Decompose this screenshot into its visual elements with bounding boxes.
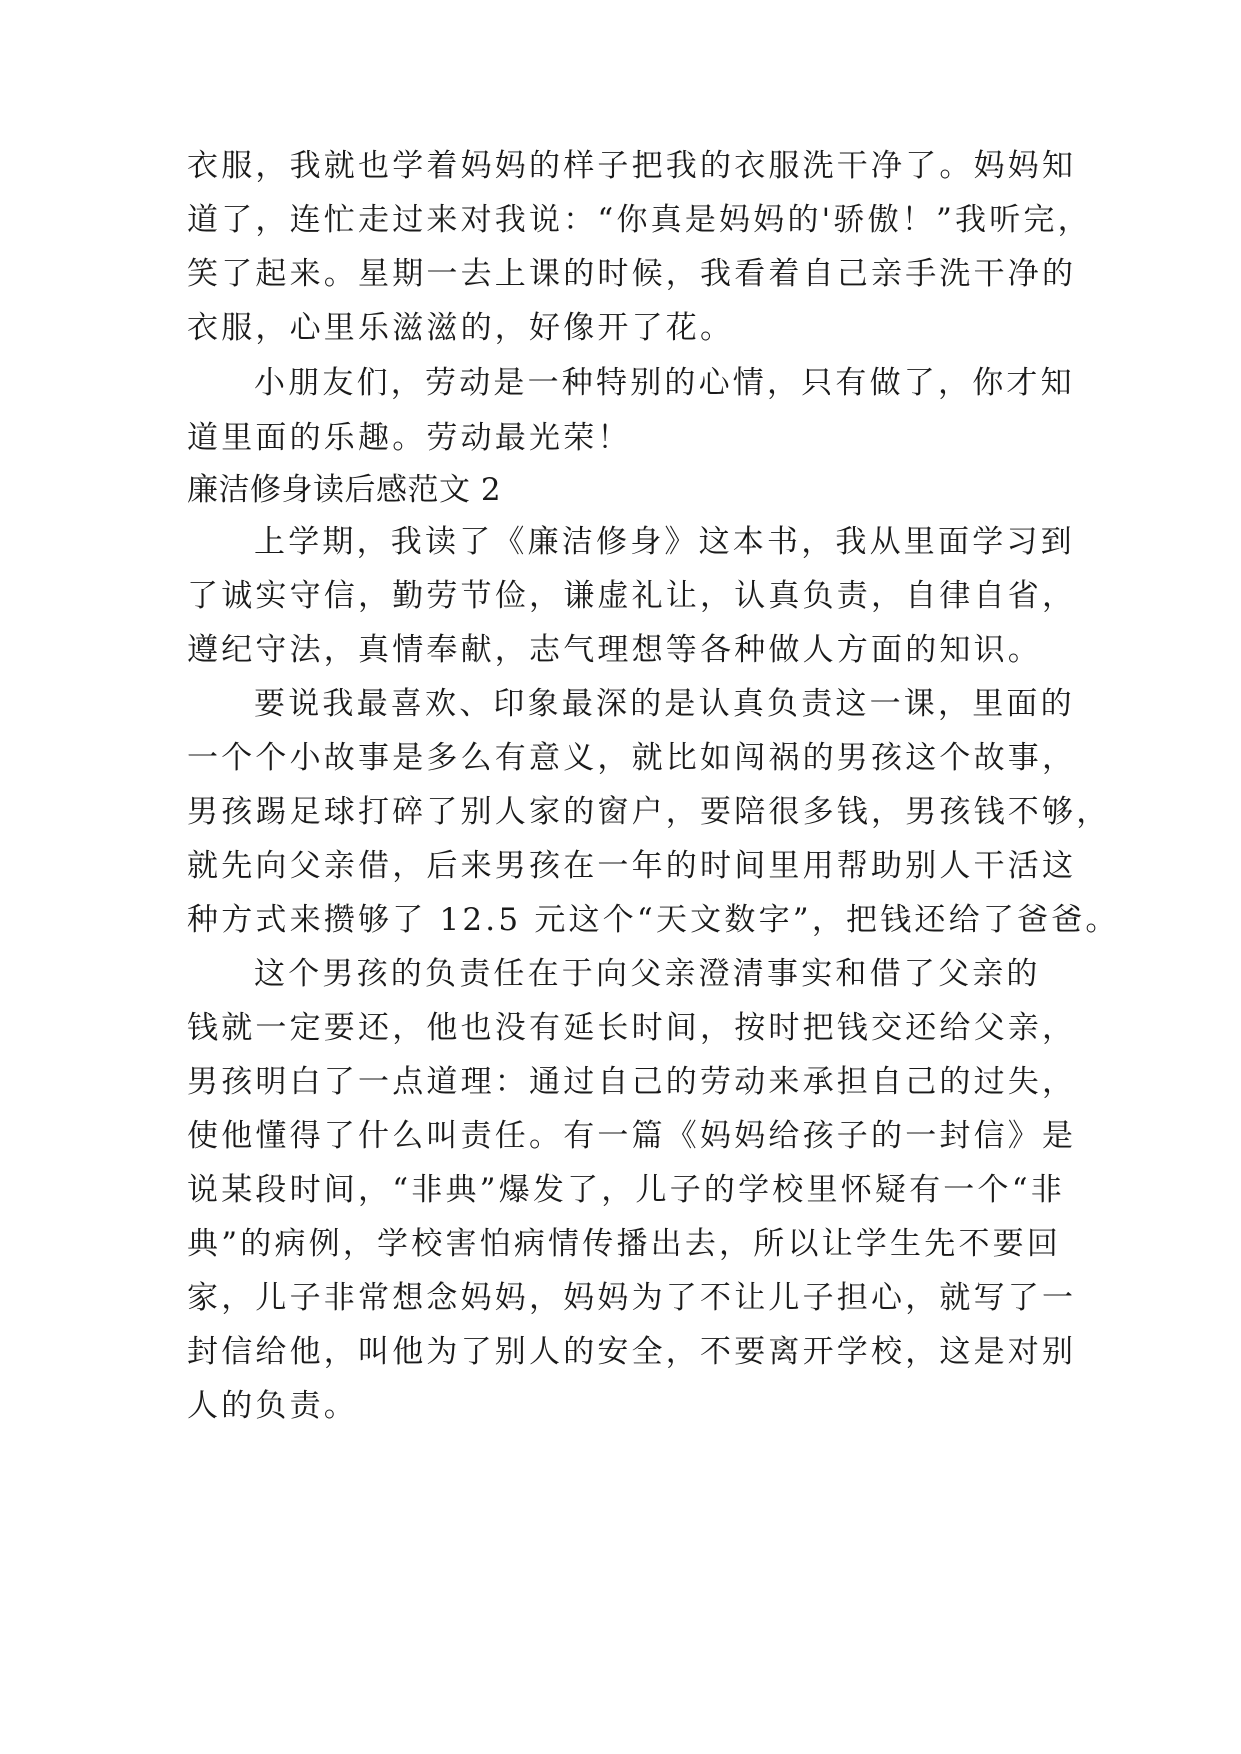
- p5-line-2: 钱就一定要还，他也没有延长时间，按时把钱交还给父亲，: [187, 1010, 1077, 1046]
- p5-line-4: 使他懂得了什么叫责任。有一篇《妈妈给孩子的一封信》是: [187, 1118, 1077, 1154]
- p4-line-1: 要说我最喜欢、印象最深的是认真负责这一课，里面的: [254, 686, 1075, 722]
- p3-line-1: 上学期，我读了《廉洁修身》这本书，我从里面学习到: [254, 524, 1075, 560]
- p5-line-5: 说某段时间，“非典”爆发了，儿子的学校里怀疑有一个“非: [187, 1172, 1065, 1208]
- p5-line-6: 典”的病例，学校害怕病情传播出去，所以让学生先不要回: [187, 1226, 1062, 1262]
- p1-line-1: 衣服，我就也学着妈妈的样子把我的衣服洗干净了。妈妈知: [187, 148, 1077, 184]
- p3-line-2: 了诚实守信，勤劳节俭，谦虚礼让，认真负责，自律自省，: [187, 578, 1077, 614]
- p3-line-3: 遵纪守法，真情奉献，志气理想等各种做人方面的知识。: [187, 632, 1042, 668]
- p2-line-2: 道里面的乐趣。劳动最光荣！: [187, 420, 632, 456]
- p4-line-2: 一个个小故事是多么有意义，就比如闯祸的男孩这个故事，: [187, 740, 1077, 776]
- p5-line-3: 男孩明白了一点道理：通过自己的劳动来承担自己的过失，: [187, 1064, 1077, 1100]
- p1-line-3: 笑了起来。星期一去上课的时候，我看着自己亲手洗干净的: [187, 256, 1077, 292]
- p1-line-2: 道了，连忙走过来对我说：“你真是妈妈的'骄傲！”我听完，: [187, 202, 1092, 238]
- p5-line-9: 人的负责。: [187, 1388, 358, 1424]
- p1-line-4: 衣服，心里乐滋滋的，好像开了花。: [187, 310, 735, 346]
- section-title: 廉洁修身读后感范文 2: [187, 472, 502, 508]
- p5-line-8: 封信给他，叫他为了别人的安全，不要离开学校，这是对别: [187, 1334, 1077, 1370]
- p5-line-7: 家，儿子非常想念妈妈，妈妈为了不让儿子担心，就写了一: [187, 1280, 1077, 1316]
- p2-line-1: 小朋友们，劳动是一种特别的心情，只有做了，你才知: [254, 365, 1075, 401]
- p4-line-4: 就先向父亲借，后来男孩在一年的时间里用帮助别人干活这: [187, 848, 1077, 884]
- p4-line-3: 男孩踢足球打碎了别人家的窗户，要陪很多钱，男孩钱不够，: [187, 794, 1111, 830]
- p4-line-5: 种方式来攒够了 12.5 元这个“天文数字”，把钱还给了爸爸。: [187, 902, 1120, 938]
- p5-line-1: 这个男孩的负责任在于向父亲澄清事实和借了父亲的: [254, 956, 1041, 992]
